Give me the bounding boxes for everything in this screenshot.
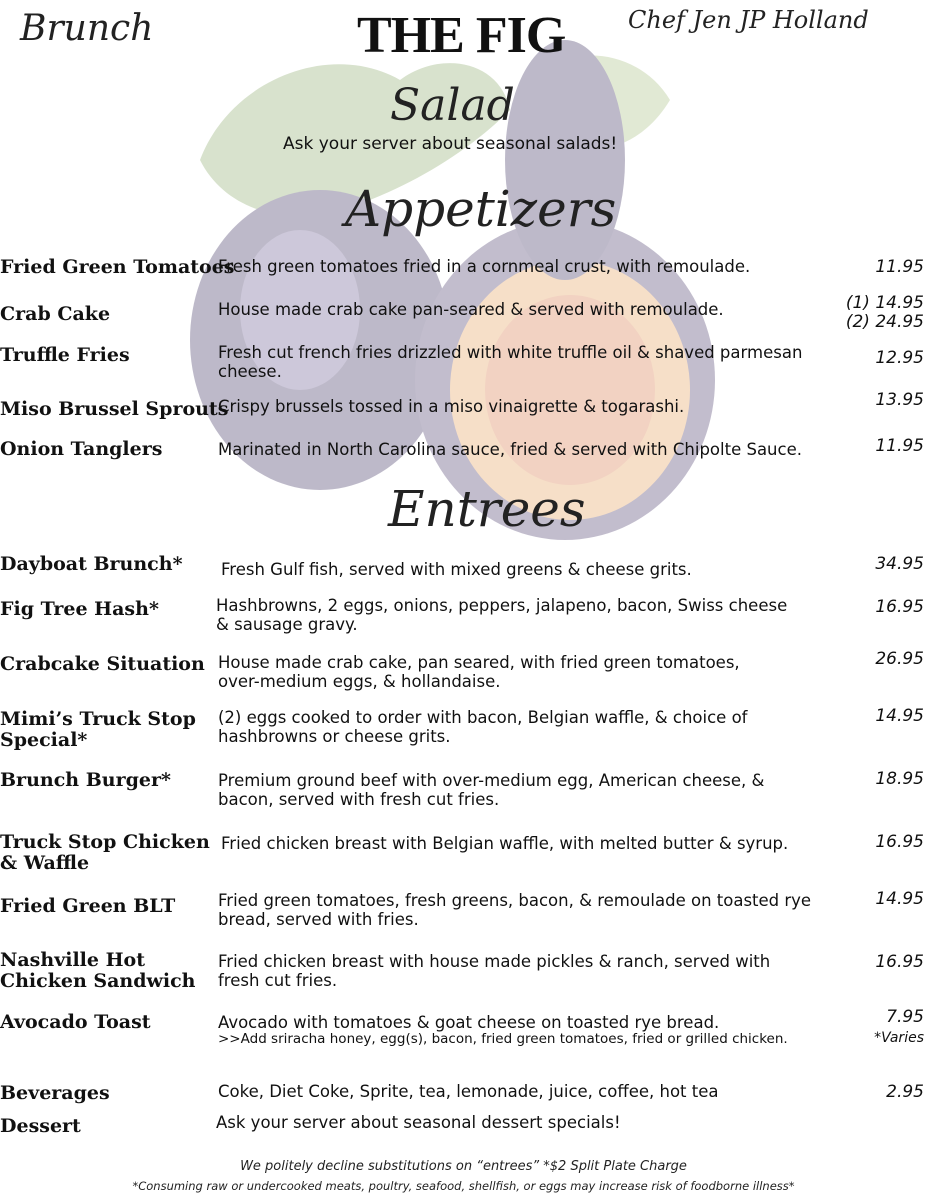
- menu-item-name: Nashville Hot: [0, 949, 145, 971]
- menu-item-name: Fried Green Tomatoes: [0, 256, 235, 278]
- menu-item-price: 26.95: [875, 649, 924, 669]
- menu-item-desc: Fried chicken breast with house made pickles & ranch, served with: [218, 952, 771, 971]
- menu-item-price: 12.95: [875, 348, 924, 368]
- menu-item-name: Mimi’s Truck Stop: [0, 708, 196, 730]
- menu-item-desc: fresh cut fries.: [218, 971, 338, 990]
- food-safety-warning: *Consuming raw or undercooked meats, poultry, seafood, shellfish, or eggs may increase risk of foodborne illness*: [132, 1179, 795, 1193]
- menu-item-name: Special*: [0, 729, 88, 751]
- menu-item-price: 11.95: [875, 257, 924, 277]
- menu-item-name: Fried Green BLT: [0, 895, 176, 917]
- menu-item-name: Crab Cake: [0, 303, 111, 325]
- dessert-name: Dessert: [0, 1115, 81, 1137]
- menu-item-desc: House made crab cake, pan seared, with fried green tomatoes,: [218, 653, 740, 672]
- menu-item-desc: Fresh cut french fries drizzled with white truffle oil & shaved parmesan: [218, 343, 803, 362]
- dessert-desc: Ask your server about seasonal dessert specials!: [216, 1113, 621, 1132]
- menu-item-name: Dayboat Brunch*: [0, 553, 183, 575]
- restaurant-title: THE FIG: [357, 7, 566, 64]
- menu-item-desc: Hashbrowns, 2 eggs, onions, peppers, jalapeno, bacon, Swiss cheese: [216, 596, 788, 615]
- menu-item-name: Truffle Fries: [0, 344, 130, 366]
- menu-item-price: 34.95: [875, 554, 924, 574]
- menu-item-price: 13.95: [875, 390, 924, 410]
- menu-item-price: 16.95: [875, 952, 924, 972]
- menu-item-name: Chicken Sandwich: [0, 970, 196, 992]
- menu-item-price: (1) 14.95: [845, 293, 924, 313]
- salad-note: Ask your server about seasonal salads!: [283, 134, 618, 154]
- menu-item-desc: bacon, served with fresh cut fries.: [218, 790, 500, 809]
- menu-item-price-note: *Varies: [874, 1030, 924, 1046]
- menu-item-price: 14.95: [875, 889, 924, 909]
- menu-item-name: Fig Tree Hash*: [0, 598, 159, 620]
- beverages-name: Beverages: [0, 1082, 110, 1104]
- entrees-heading: Entrees: [388, 480, 586, 538]
- menu-item-desc: Avocado with tomatoes & goat cheese on toasted rye bread.: [218, 1013, 720, 1032]
- menu-item-desc: & sausage gravy.: [216, 615, 358, 634]
- menu-item-desc: (2) eggs cooked to order with bacon, Belgian waffle, & choice of: [218, 708, 748, 727]
- menu-item-desc: House made crab cake pan-seared & served with remoulade.: [218, 300, 724, 319]
- menu-item-desc: cheese.: [218, 362, 282, 381]
- menu-item-price: 16.95: [875, 832, 924, 852]
- menu-item-price: (2) 24.95: [845, 312, 924, 332]
- menu-item-name: Crabcake Situation: [0, 653, 205, 675]
- menu-item-name: & Waffle: [0, 852, 90, 874]
- menu-item-name: Truck Stop Chicken: [0, 831, 210, 853]
- menu-item-desc: bread, served with fries.: [218, 910, 419, 929]
- menu-item-desc: Fresh green tomatoes fried in a cornmeal crust, with remoulade.: [218, 257, 751, 276]
- menu-item-desc: Premium ground beef with over-medium egg, American cheese, &: [218, 771, 765, 790]
- salad-heading: Salad: [390, 80, 515, 131]
- menu-item-desc: hashbrowns or cheese grits.: [218, 727, 451, 746]
- menu-item-desc: over-medium eggs, & hollandaise.: [218, 672, 501, 691]
- menu-item-desc: Fried green tomatoes, fresh greens, bacon, & remoulade on toasted rye: [218, 891, 812, 910]
- menu-item-price: 14.95: [875, 706, 924, 726]
- chef-name: Chef Jen JP Holland: [628, 6, 869, 34]
- brunch-label: Brunch: [20, 8, 154, 49]
- menu-item-desc: Crispy brussels tossed in a miso vinaigrette & togarashi.: [218, 397, 685, 416]
- menu-item-name: Avocado Toast: [0, 1011, 151, 1033]
- menu-item-price: 7.95: [886, 1007, 924, 1027]
- menu-item-name: Miso Brussel Sprouts: [0, 398, 229, 420]
- appetizers-heading: Appetizers: [345, 180, 617, 238]
- menu-item-price: 18.95: [875, 769, 924, 789]
- menu-item-desc: Fried chicken breast with Belgian waffle, with melted butter & syrup.: [221, 834, 789, 853]
- menu-item-desc: Marinated in North Carolina sauce, fried & served with Chipolte Sauce.: [218, 440, 802, 459]
- menu-item-name: Onion Tanglers: [0, 438, 163, 460]
- menu-item-name: Brunch Burger*: [0, 769, 171, 791]
- menu-item-desc: Fresh Gulf fish, served with mixed greens & cheese grits.: [221, 560, 692, 579]
- beverages-price: 2.95: [886, 1082, 924, 1102]
- menu-item-price: 16.95: [875, 597, 924, 617]
- menu-item-price: 11.95: [875, 436, 924, 456]
- menu-item-addons: >>Add sriracha honey, egg(s), bacon, fried green tomatoes, fried or grilled chicken.: [218, 1031, 788, 1047]
- substitution-note: We politely decline substitutions on “entrees” *$2 Split Plate Charge: [240, 1159, 687, 1174]
- beverages-desc: Coke, Diet Coke, Sprite, tea, lemonade, juice, coffee, hot tea: [218, 1082, 719, 1101]
